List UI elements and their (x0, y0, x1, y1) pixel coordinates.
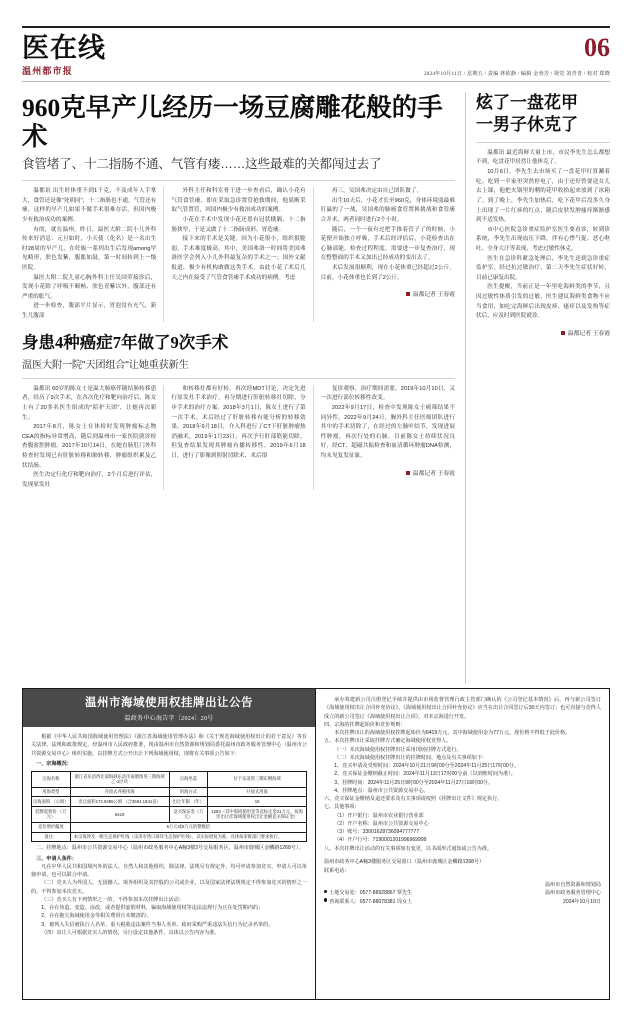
cell-value: 15 (208, 797, 307, 807)
lead-columns (22, 187, 455, 322)
notice-right-column (316, 689, 609, 999)
cell-label: 竞价增价幅度 (32, 822, 71, 832)
lead-byline (321, 289, 455, 298)
paragraph: （2）开户名称：温州市公共资源交易中心 (334, 820, 429, 827)
contact-row (324, 898, 412, 907)
cell-label: 挂牌起始价 （万元） (32, 807, 71, 823)
paragraph: （1）开户银行：温州市农业银行营业部 (334, 812, 424, 819)
side-rule (476, 142, 610, 143)
notice-doc-number: 温政务中心海告字〔2024〕20号 (124, 716, 214, 722)
second-column-1 (22, 385, 164, 491)
byline-bullet-icon (406, 471, 410, 475)
paragraph: 承办筹建新公司注册登记手续并提供由市场监督管理行政主管部门确认的《公司登记基本情况》后，再与新公司签订《海域使用权出让合同补充协议》。《海域使用权出让合同补充协议》应当在出让合同签订后30天内签订；也可直接与竞得人成立的新公司签订《海域使用权出让合同》，对本宗海进行开发。 (324, 697, 601, 720)
paragraph: 有的，就在温州。昨日，温医大附二院小儿外科传来好消息：元旦如时，小天使（化名）是一名出生时28周的早产儿，在妊娠一系列出生后发现among罕见畸形，肤色发紫，腹胀如鼓，第一时间转到上一级医院。 (22, 226, 157, 272)
left-zone (22, 92, 466, 684)
side-body-text (476, 149, 610, 322)
lead-col3-text (321, 187, 455, 283)
paragraph: （二）本次海域使用权挂牌出让的挂牌时间、地点及有关事项如下： (334, 754, 488, 761)
paragraph: 和转移灶都有好转，再次经MDT讨论，决定先进行原发灶手术治疗，再分期进行肝脏转移灶切除，分步手术的治疗方案。2018年3月1日，陈女士进行了第一次手术，术后经过了肝脏转移有能分析的转移效果，2018年9月18日，介入科进行了CT下肝脏肿瘤热消融术。2019年1月23日，再次予行肝部筋能切除，但复查结果发现其肿瘤有播转移性。2019年6月18日，进行了影像到照射切除术，术后很 (171, 385, 306, 459)
paragraph: 小花在手术中发现小花还患有冠状横膈，十二指肠狭窄，于是又做了十二指肠成形、胃造瘘。 (171, 217, 306, 233)
section-title: 医在线 (22, 33, 106, 63)
table-row (32, 797, 307, 807)
paragraph: 2、竞买保证金缴纳截止时间：2024年11月13日17时00分前（以到账时间为准）。 (334, 771, 516, 778)
lead-column-3 (314, 187, 455, 322)
masthead-brand (22, 34, 106, 77)
lead-column-2 (164, 187, 313, 322)
notice-contact-label: 联系电话： (324, 867, 350, 874)
notice-banner (23, 689, 315, 727)
page-number: 06 (584, 33, 610, 63)
sea-area-table (31, 771, 307, 842)
notice-left-column (23, 689, 316, 999)
table-row (32, 772, 307, 788)
cell-value: 6419 (70, 807, 169, 823)
cell-label: 宗海面积 （公顷） (32, 797, 71, 807)
notice-intro: 根据《中华人民共和国海域使用管理法》《浙江省海域使用管理办法》和《关于规范海域使用权出让的若干意见》等有关法律、法规和政策规定，经温州市人民政府批准，现由温州市自然资源和规划局委托温州市政务服务管理中心（温州市公共资源交易中心）组织实施，以挂牌方式公开出让下列海域使用权，现将有关事项公告如下： (31, 734, 307, 757)
paper-name: 温州都市报 (22, 66, 74, 77)
bullet-dot-icon (324, 898, 327, 901)
lead-col1-text (22, 187, 156, 322)
paragraph: 四、宗海的挂牌起始价和竞价规则： (324, 721, 406, 728)
table-row (32, 822, 307, 832)
paragraph: 2017年8月，陈女士在体检时发现肿瘤标志物CEA的指标异常增高，随后到温州市一家医院就诊检查腹盆腔肿瘤。2017年10月14日，在她直肠肛门外科检查时发现已有肝脏转移和肺转移，肿瘤组织累及乙状结肠。 (22, 424, 157, 469)
byline-text: 温都记者 王春霞 (412, 470, 455, 477)
table-row (32, 832, 307, 842)
cell-value: 出让面积172.9495公顷 （合2594.1841亩） (70, 797, 169, 807)
notice-contact-block (324, 858, 601, 907)
paragraph: 接下来的手术是关键。因为小花很小，组织很脆弱，手术难度极高，其中，美国弗洛一时间将美国弗洛医学会列入小儿外科最复杂的手术之一；国外文献报道，极少有机构敢做这类手术，由此小花了术后几天之内在接受了气管食管瘘手术成功的病例。考虑 (171, 236, 306, 281)
notice-section2: 二、挂牌地点：温州市公共资源交易中心（温州市政务服务中心A幢3楼3号交易服务区，温州市鹿城区金鳞路1268号）。 (36, 845, 304, 852)
paragraph: 10月6日，李先生去市场买了一盘花甲打算涮着吃。吃到一半家里突然停电了，由于还好曾要送女儿去上课，他把火锅里的剩的花甲收拾起来放到了冰箱了。到了晚上，李先生加热后，吃下花甲后没多久身上出现了一片红疹的红点，随后皮肤发肿瘙痒渐渐感到不适发热。 (476, 169, 610, 224)
paragraph: （三）竞买人有下列情形之一的，不得参加本次挂牌出让活动： (41, 896, 184, 903)
paragraph: 1、存在伪造、变造、涂改，或者提供虚假材料，骗取海域使用权等违法违规行为且在处罚期内的； (41, 905, 264, 912)
cell-value: 开放式养殖用海 (70, 787, 169, 797)
side-byline (476, 328, 610, 337)
table-row (32, 807, 307, 823)
cell-label: 备注： (32, 832, 71, 842)
cell-value: 1283（其中海域使用金等竞标定金21万元，按海洋出让挂海域使用权出让金额竞买保证金） (208, 807, 307, 823)
masthead-meta-line: 2024年10月11日 / 星期五 / 责编 林依静 / 编辑 金蓉芳 / 视觉 刘青青 / 校对 郑晓 (423, 71, 610, 78)
paragraph: 出生10天后，小花才长至960克，身体环境弱最难打赢的了一战，吴国弗的肺癌食管置换挑战和食管瘘合并术，两者同时进行2个小时。 (320, 197, 455, 223)
bullet-dot-icon (324, 890, 327, 893)
paragraph: 外科主任和科室骨干进一步查看后，确认小花有气管食管瘘，即在采取急诊置管抢救期间，他果断采取气管置管，回国内极少有救治成功的案例。 (171, 188, 306, 214)
paragraph: 医生在急诊科紧急处理后，李先生送到急诊重症监护室，经过抗过敏治疗，第二天李先生症状好转，目前已康复出院。 (476, 255, 610, 281)
cell-label: 出让年限 （年） (169, 797, 208, 807)
paragraph: 复诊观察，治疗期间需要，2019年10月10日，又一次进行部位转移性改变。 (320, 385, 455, 402)
paragraph: 市中心医院急诊重症监护室医生要看诊，转到诊系统，李先生出现血压下降，伴有心悸气促、恶心呕吐、全身大汗等表现，考虑过敏性休克。 (476, 226, 610, 252)
masthead-bottom-rule (22, 81, 610, 82)
paragraph: 医生决定行化疗和靶向治疗，2个月后进行评估，发现原发灶 (22, 472, 157, 488)
cell-label: 竞买保证金（万元） (169, 807, 208, 823)
paragraph: 凡在中华人民共和国境内外的法人、自然人和其他组织，除法律、法规另有规定外，均可申请参加竞买，申请人可以单独申请，也可以联合申请。 (31, 863, 307, 879)
cell-label: 用海类型 (32, 787, 71, 797)
paragraph: 五、本次挂牌出让采取挂牌方式确定海域使用权竞得人。 (324, 738, 452, 745)
paragraph: 医生提醒，当前正是一年里吃海鲜类的季节，且因过敏性体质引发的过敏，医生建议海鲜类食物不应当食用，如吃完海鲜后出现皮疹、瘙痒以及发热等症状后，应及时到医院就诊。 (476, 284, 610, 320)
paragraph: 六、竞买保证金缴纳及退还要求及有关事项请按照《挂牌出让文件》规定执行。 (324, 796, 503, 802)
paragraph: 七、其他事项： (324, 804, 360, 811)
side-headline-line1: 炫了一盘花甲 (476, 93, 578, 113)
notice-right-body (324, 696, 601, 853)
side-headline-line2: 一男子休克了 (476, 114, 578, 134)
paragraph: （四）出让人可根据竞买人的情况，另行设定其他条件，具体以公告内容为准。 (41, 929, 220, 936)
masthead (22, 0, 610, 82)
paragraph: 2022年9月17日，检查中发现陈女士癌筛结果不同异性，2022年9月24日，胸外科主任医师团队进行其中的手术切除了，在经过的左肺叶结节，发现进展性肿瘤，再次行处的右肺，目前陈女士持续状况良好，经CT、超磁共振检查和血清循环肿瘤DNA检测，均未见复发征象。 (320, 404, 455, 459)
notice-section3-title: 三、申请人条件： (36, 855, 77, 862)
second-rule (22, 378, 455, 379)
side-story (476, 92, 610, 336)
cell-label: 宗海坐落 (169, 772, 208, 788)
paragraph: （二）竞买人为外国人、无国籍人、境外组织及其控股的公司或企业，以及国家法律法规规定不得参加竞买的情形之一的，不得参加本次竞买。 (31, 880, 307, 895)
paragraph: 温医大附二院儿童心胸外科主任吴国荣接诊后，发现小花除了呼吸不顺畅、肤色青紫以外，腹部还有严重的胀气。 (22, 274, 157, 300)
second-headline: 身患4种癌症7年做了9次手术 (22, 332, 229, 352)
paragraph: （4）开户行号：7190001201996969999 (334, 837, 427, 844)
paragraph: 温都讯 60岁的陈女士是温大肠癌伴随结肠转移患者，经历了9次手术，在各次化疗和靶向治疗后，陈女士有了20多名医生组成的"陪护天团"，让她再次新生。 (22, 385, 157, 421)
notice-address: 温州市政务中心A幢3楼服务区交易窗口（温州市鹿城区金鳞路1268号） (324, 858, 485, 865)
paragraph: 八、本次挂牌出让活动的有关事项如有变更，以书面形式通知或公告为准。 (324, 845, 493, 852)
paragraph: 随后，一个一夜有过把手推着管子了的时候，小花便开始独立呼吸，手术后经评估后，小花检查出在心肺部能，检查过程程度，需要进一步复查治疗，现在整整面的手术又加出已经成功的变出去了。 (320, 226, 455, 262)
signing-org-1: 温州市自然资源和规划局 (544, 881, 601, 888)
paragraph: 再三，吴国弗决定由自己团队做了。 (331, 188, 423, 195)
contact-text-1: 土地交易处：0577-88928867 覃先生 (329, 889, 413, 896)
cell-value: 位于乐清湾三期东侧海域 (208, 772, 307, 788)
paragraph: 4、挂牌地点：温州市公共资源交易中心。 (334, 787, 429, 794)
paragraph: 术后发展很顺利，现在小花体重已经超过2公斤。目前，小花体重也长到了2公斤。 (320, 265, 455, 281)
notice-left-body (23, 727, 315, 943)
right-zone (466, 92, 610, 684)
paragraph: （一）本次海域使用权挂牌出让采用现场挂牌方式进行。 (334, 746, 462, 753)
cell-value: 本宗海涉及一级生态保护红线（乐清市湾口海洋生态保护红线），以实际批复为准，具体按审批部门要求执行。 (70, 832, 306, 842)
contact-text-2: 咨询联系人：0577-88078381 周女士 (329, 898, 413, 905)
byline-text: 温都记者 王春霞 (567, 330, 610, 337)
notice-title: 温州市海域使用权挂牌出让公告 (85, 697, 253, 709)
lead-headline: 960克早产儿经历一场豆腐雕花般的手术 (22, 93, 443, 151)
second-byline (321, 468, 455, 477)
second-col2-text (171, 385, 305, 462)
byline-bullet-icon (561, 331, 565, 335)
lead-story (22, 94, 455, 321)
second-subhead: 温医大附一院"天团组合"让她重获新生 (22, 359, 189, 371)
public-notice-box (22, 688, 610, 1000)
notice-contact-list (324, 889, 412, 907)
second-story (22, 334, 455, 491)
paragraph: 进一步检查，腹部平片显示，胃泡没有充气，新生儿腹部 (22, 303, 157, 320)
paragraph: 温都讯 最近海鲜大量上市，市民李先生怎么都想不到，吃盘花甲居然让他休克了。 (476, 149, 610, 166)
second-columns (22, 385, 455, 491)
masthead-pageinfo (424, 35, 610, 77)
cell-label: 宗海名称 (32, 772, 71, 788)
lead-column-1 (22, 187, 164, 322)
content-area (22, 92, 610, 684)
table-row (32, 787, 307, 797)
cell-value: 5万元或5万元的整数倍 (70, 822, 306, 832)
paragraph: 1、竞买申请及受理时间：2024年10月21日9时00分至2024年11月25日17时00分。 (334, 763, 519, 769)
byline-bullet-icon (406, 292, 410, 296)
signing-date: 2024年10月10日 (563, 898, 601, 905)
signing-org-2: 温州市政务服务管理中心 (544, 890, 601, 897)
cell-value: 浙江省乐清湾北部海域乐清市南塘围垦三期海域乙-2区块 (70, 772, 169, 788)
second-col3-text (321, 385, 455, 462)
contact-row (324, 889, 412, 898)
paragraph: 3、被列入失信被执行人名单、重大税收违法案件当事人名单、政府采购严重违法失信行为记录名单的。 (41, 921, 274, 928)
byline-text: 温都记者 王春霞 (412, 292, 455, 299)
cell-label: 用海方式 (169, 787, 208, 797)
lead-rule (22, 180, 455, 181)
paragraph: 温都讯 出生时体重不到1千克，不及成年人手掌大，食管还是像"死胡同"，十二指肠也不通，气管还有瘘，这样的早产儿如果不做手术很难存活，但国内极少有救治成功的案例。 (22, 188, 157, 223)
paragraph: 本次挂牌出让的海域使用权挂牌起始价为6419万元，其中海域使用金为77万元，现价格不得低于此价格。 (334, 730, 571, 736)
paragraph: （3）账号：33001628736094777777 (334, 829, 420, 835)
notice-section1-title: 一、宗海概况： (36, 760, 72, 767)
lead-subhead: 食管堵了、十二指肠不通、气管有瘘……这些最难的关都闯过去了 (22, 157, 382, 172)
second-col1-text (22, 385, 156, 491)
paragraph: 3、挂牌时间：2024年11月25日9时00分至2024年11月27日16时00分。 (334, 779, 494, 786)
notice-signature-block (545, 881, 601, 907)
second-column-2 (164, 385, 313, 491)
paragraph: 2、存在拖欠海域使用金等相关费用且未缴清的； (41, 913, 151, 920)
second-column-3 (314, 385, 455, 491)
lead-col2-text (171, 187, 305, 283)
cell-value: 开放式用海 (208, 787, 307, 797)
